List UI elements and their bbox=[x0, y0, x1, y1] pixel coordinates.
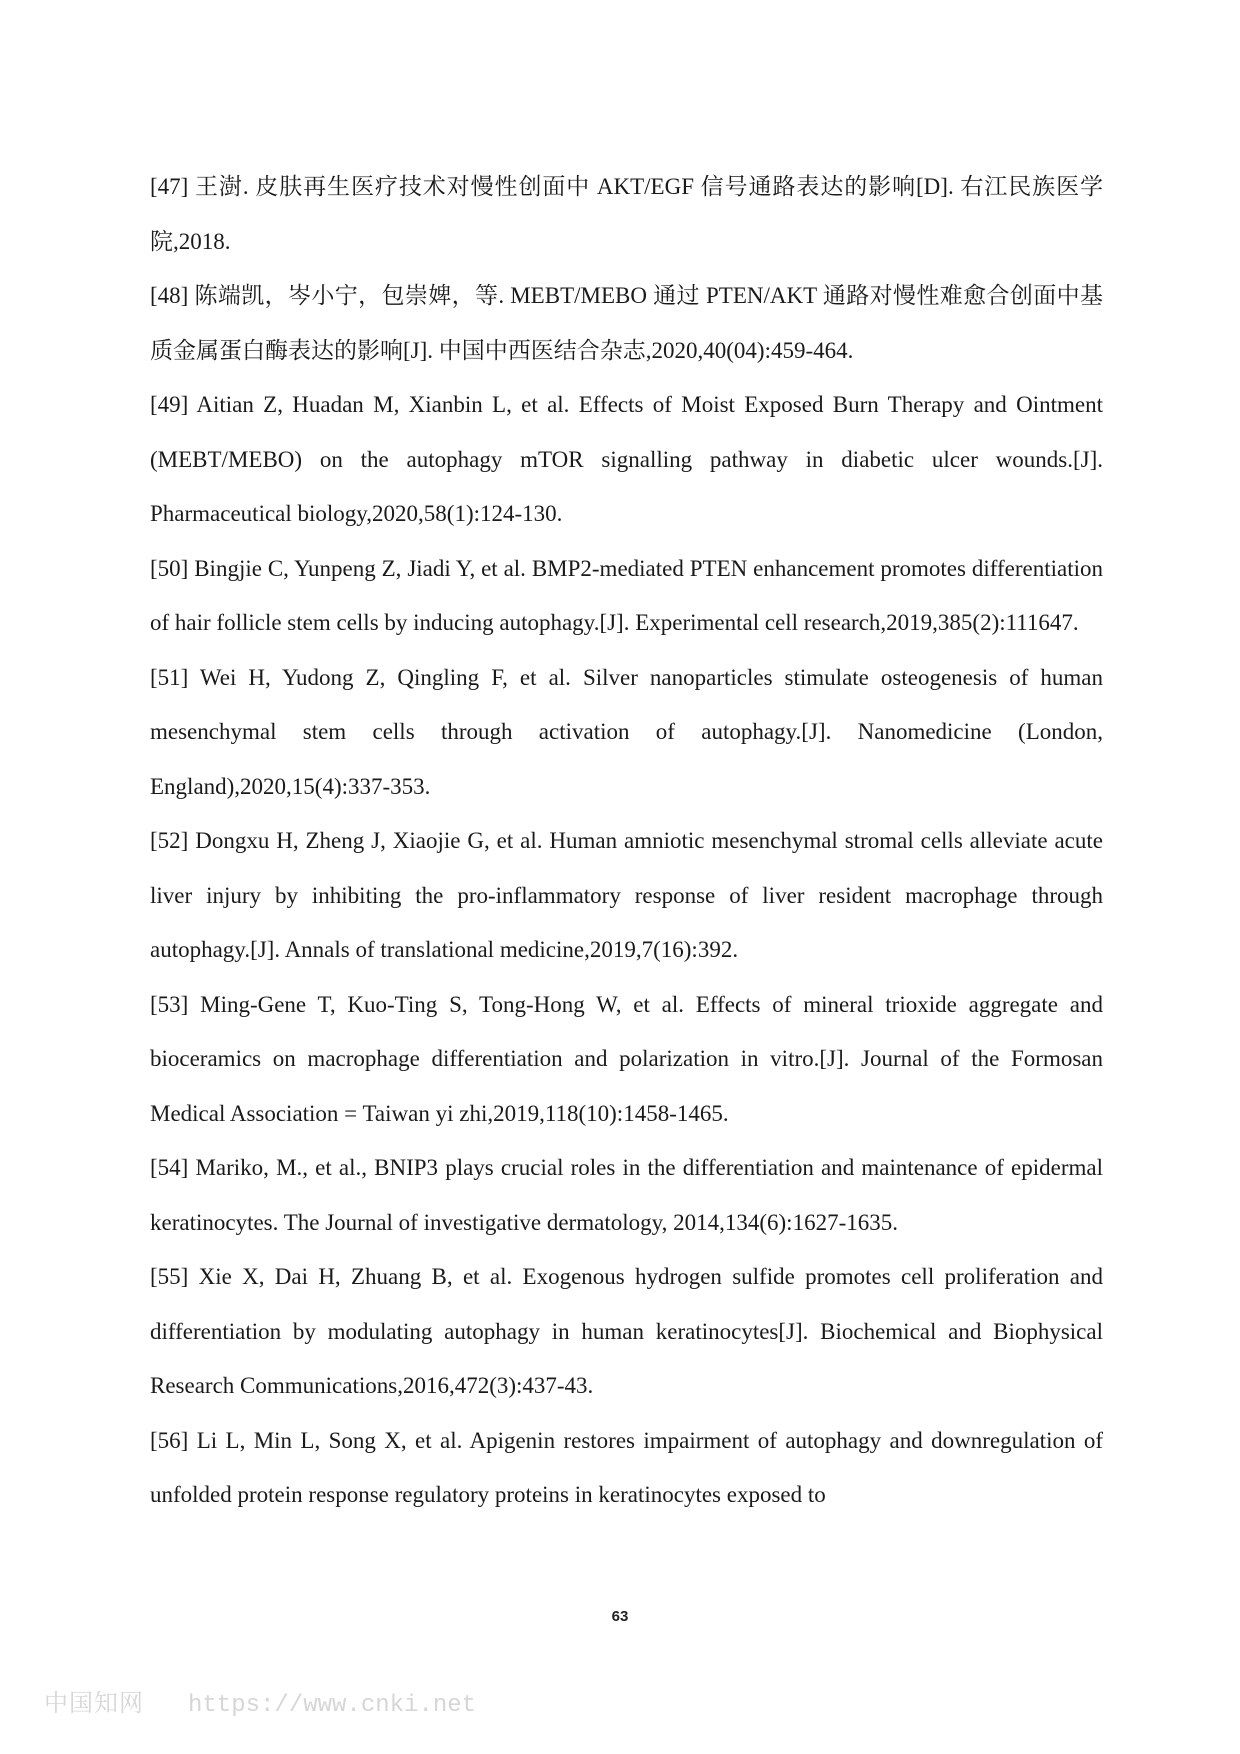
watermark-brand: 中国知网 bbox=[44, 1689, 144, 1717]
watermark-url: https://www.cnki.net bbox=[188, 1692, 477, 1719]
reference-53: [53] Ming-Gene T, Kuo-Ting S, Tong-Hong W, et al. Effects of mineral trioxide aggregate and bioceramics on macrophage differentiation and polarization in vitro.[J]. Journal of the Formosan Medical Association = Taiwan yi zhi,2019,118(10):1458-1465. bbox=[150, 991, 1103, 1126]
cnki-watermark bbox=[44, 1683, 476, 1719]
page-number: 63 bbox=[611, 1608, 629, 1625]
reference-list bbox=[150, 160, 1103, 1523]
reference-56: [56] Li L, Min L, Song X, et al. Apigenin restores impairment of autophagy and downregulation of unfolded protein response regulatory proteins in keratinocytes exposed to bbox=[150, 1427, 1103, 1507]
reference-54: [54] Mariko, M., et al., BNIP3 plays crucial roles in the differentiation and maintenance of epidermal keratinocytes. The Journal of investigative dermatology, 2014,134(6):1627-1635. bbox=[150, 1155, 1103, 1235]
reference-47: [47] 王澍. 皮肤再生医疗技术对慢性创面中 AKT/EGF 信号通路表达的影响[D]. 右江民族医学院,2018. bbox=[150, 174, 1103, 254]
reference-49: [49] Aitian Z, Huadan M, Xianbin L, et al. Effects of Moist Exposed Burn Therapy and Ointment (MEBT/MEBO) on the autophagy mTOR signalling pathway in diabetic ulcer wounds.[J]. Pharmaceutical biology,2020,58(1):124-130. bbox=[150, 392, 1103, 526]
reference-50: [50] Bingjie C, Yunpeng Z, Jiadi Y, et al. BMP2-mediated PTEN enhancement promotes differentiation of hair follicle stem cells by inducing autophagy.[J]. Experimental cell research,2019,385(2):111647. bbox=[150, 555, 1103, 635]
reference-51: [51] Wei H, Yudong Z, Qingling F, et al. Silver nanoparticles stimulate osteogenesis of human mesenchymal stem cells through activation of autophagy.[J]. Nanomedicine (London, England),2020,15(4):337-353. bbox=[150, 664, 1103, 799]
reference-52: [52] Dongxu H, Zheng J, Xiaojie G, et al. Human amniotic mesenchymal stromal cells alleviate acute liver injury by inhibiting the pro-inflammatory response of liver resident macrophage through autophagy.[J]. Annals of translational medicine,2019,7(16):392. bbox=[150, 828, 1103, 962]
reference-55: [55] Xie X, Dai H, Zhuang B, et al. Exogenous hydrogen sulfide promotes cell proliferation and differentiation by modulating autophagy in human keratinocytes[J]. Biochemical and Biophysical Research Communications,2016,472(3):437-43. bbox=[150, 1264, 1103, 1398]
reference-48: [48] 陈端凯，岑小宁，包崇婢，等. MEBT/MEBO 通过 PTEN/AKT 通路对慢性难愈合创面中基质金属蛋白酶表达的影响[J]. 中国中西医结合杂志,2020,40(04):459-464. bbox=[150, 283, 1103, 363]
